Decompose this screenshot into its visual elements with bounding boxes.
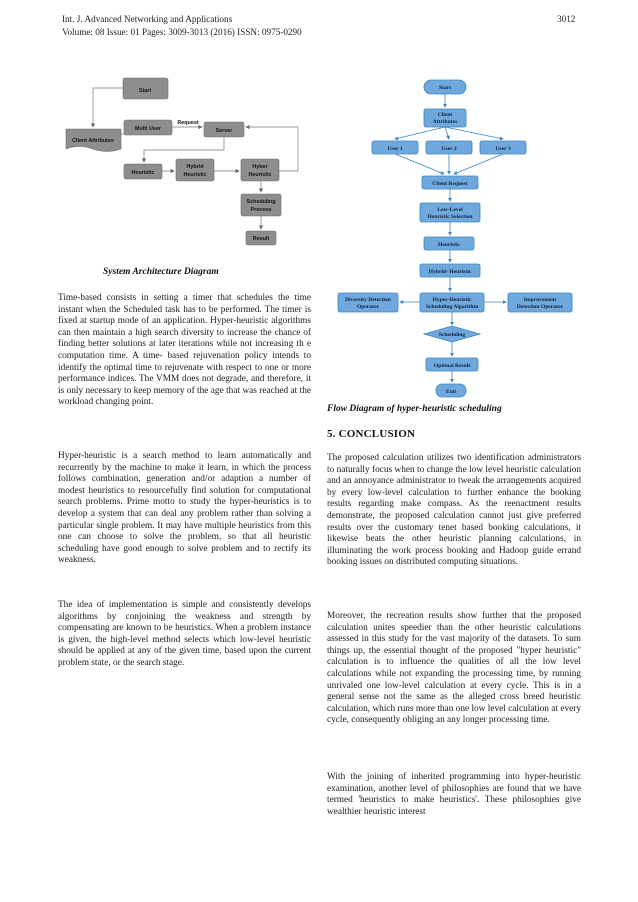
flow-user3-label: User 3 bbox=[495, 146, 511, 152]
arch-scheduling-label-2: Process bbox=[250, 207, 272, 213]
left-paragraph-3: The idea of implementation is simple and consistently develops algorithms by conjoining the weakness and strength by compensating are known to be heuristics. When a problem instance is given, the high-level method selects which low-level heuristic should be applied at any of the given time, based upon the current problem state, or the search stage. bbox=[58, 600, 311, 668]
arch-hyber-label-2: Heuristic bbox=[248, 172, 272, 178]
flow-user1-label: User 1 bbox=[387, 146, 403, 152]
journal-title: Int. J. Advanced Networking and Applications bbox=[62, 14, 233, 24]
flow-client-request-label: Client Request bbox=[432, 181, 468, 187]
right-paragraph-3: With the joining of inherited programming into hyper-heuristic examination, another level of philosophies are found that we have termed 'heuristics to make heuristics'. These philosophies give wealthier heuristic interest bbox=[327, 772, 581, 817]
arch-result-label: Result bbox=[252, 236, 270, 242]
arch-server-label: Server bbox=[215, 128, 233, 134]
arch-hybrid-label-1: Hybrid bbox=[186, 164, 204, 170]
volume-info: Volume: 08 Issue: 01 Pages: 3009-3013 (2016) ISSN: 0975-0290 bbox=[62, 27, 302, 37]
system-architecture-diagram bbox=[58, 72, 333, 267]
flow-scheduling-label: Scheduling bbox=[438, 332, 466, 338]
flow-improvement-label-2: Detection Operator bbox=[516, 304, 564, 310]
flow-diversity-label-1: Diversity Detection bbox=[345, 297, 391, 303]
conclusion-heading: 5. CONCLUSION bbox=[327, 428, 416, 440]
flow-exit-label: Exit bbox=[446, 389, 456, 395]
arch-diagram-caption: System Architecture Diagram bbox=[103, 267, 219, 277]
left-paragraph-2: Hyper-heuristic is a search method to learn automatically and recurrently by the machine to make it learn, in which the process follows combination, generation and/or adaption a number of modest heuristics to resourcefully find solution for computational search problems. Prime motto to study the hyper-heuristics is to develop a system that can deal any problem rather than solving a particular single problem. It may have multiple heuristics from this one can choose to solve the problem, so that all heuristic scheduling have good enough to solve problem and to rectify its weakness. bbox=[58, 451, 311, 566]
flow-heuristic-label: Heuristic bbox=[437, 242, 461, 248]
flow-client-attributes-label-2: Attributes bbox=[432, 119, 458, 125]
arch-multi-user-label: Multi User bbox=[134, 126, 162, 132]
flow-diversity-label-2: Operator bbox=[356, 304, 380, 310]
flow-client-attributes-label-1: Client bbox=[437, 112, 453, 118]
left-paragraph-1: Time-based consists in setting a timer that schedules the time instant when the Scheduled task has to be performed. The timer is fixed at startup mode of an application. Hyper-heuristic algorithms can then maintain a high search diversity to increase the chance of finding better solutions at later iterations while not increasing th e computation time. A time- based rejuvenation policy intends to identify the optimal time to rejuvenate with respect to one or more performance indices. The VMM does not degrade, and therefore, it is only necessary to keep memory of the age that was reached at the workload changing point. bbox=[58, 293, 311, 408]
flow-hyper-heuristic-label-1: Hyper-Heuristic bbox=[432, 297, 472, 303]
flow-hybrid-label: Hybrid- Heuristic bbox=[428, 269, 472, 275]
arch-hyber-label-1: Hyber bbox=[252, 164, 268, 170]
flow-low-level-label-2: Heuristic Selection bbox=[427, 214, 473, 220]
hyper-heuristic-flow-diagram bbox=[332, 76, 582, 401]
arch-heuristic-label: Heuristic bbox=[131, 170, 155, 176]
right-paragraph-1: The proposed calculation utilizes two identification administrators to naturally focus when to change the low level heuristic calculation and an annoyance administrator to tweak the arrangements acquired by every low-level calculation to further enhance the booking results regarding make compass. As the reenactment results demonstrate, the proposed calculation cannot just give preferred results over the customary tenet based booking calculations, it likewise beats the other heuristic planning calculations, in illuminating the work process booking and Hadoop guide errand booking issues on distributed computing situations. bbox=[327, 453, 581, 568]
flow-diagram-caption: Flow Diagram of hyper-heuristic scheduling bbox=[327, 404, 502, 414]
flow-optimal-label: Optimal Result bbox=[433, 363, 471, 369]
flow-low-level-label-1: Low-Level bbox=[437, 207, 463, 213]
flow-start-label: Start bbox=[438, 85, 452, 91]
arch-start-label: Start bbox=[138, 88, 152, 94]
page-number: 3012 bbox=[557, 14, 576, 24]
arch-request-label: Request bbox=[177, 120, 199, 126]
right-paragraph-2: Moreover, the recreation results show further that the proposed calculation unites speedier than the other heuristic calculations assessed in this study for the vast majority of the datasets. To sum things up, the essential thought of the proposed "hyper heuristic" calculation is to influence the qualities of all the low level calculations while not expanding the processing time, by running unrivaled one low-level calculation at every cycle. This is in a general sense not the same as the alleged cross breed heuristic calculation, which runs more than one low level calculation at every cycle, consequently obliging an any longer processing time. bbox=[327, 611, 581, 726]
arch-hybrid-label-2: Heuristic bbox=[183, 172, 207, 178]
flow-user2-label: User 2 bbox=[441, 146, 457, 152]
flow-hyper-heuristic-label-2: Scheduling Algorithm bbox=[425, 304, 479, 310]
arch-scheduling-label-1: Scheduling bbox=[246, 199, 276, 205]
arch-client-attributes-label: Client Attributes bbox=[72, 138, 114, 144]
flow-improvement-label-1: Improvement bbox=[523, 297, 557, 303]
